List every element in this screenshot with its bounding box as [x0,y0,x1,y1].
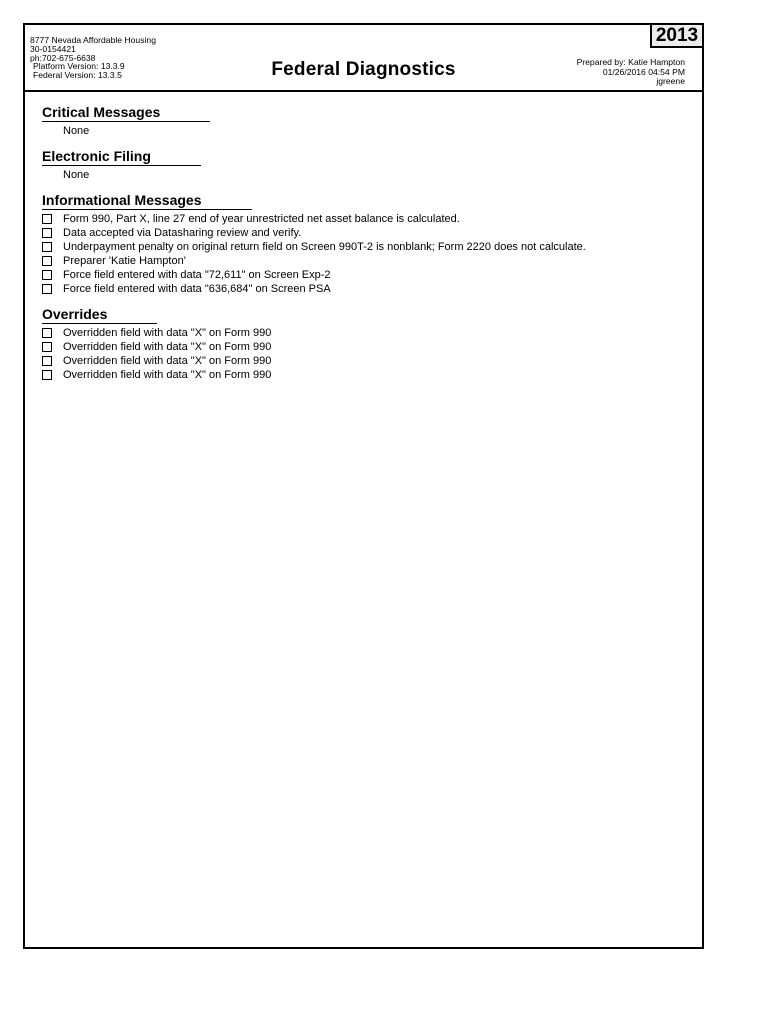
page-header [25,25,702,92]
section-overrides [42,306,586,382]
section-critical-messages [42,104,586,138]
diagnostics-content [42,104,586,392]
message-text: Force field entered with data "636,684" on Screen PSA [63,283,331,295]
override-checkbox[interactable] [42,342,52,352]
override-item [42,340,586,354]
message-text: Preparer 'Katie Hampton' [63,255,186,267]
override-text: Overridden field with data "X" on Form 990 [63,355,272,367]
message-item [42,240,586,254]
message-item [42,254,586,268]
override-checkbox[interactable] [42,356,52,366]
page-title: Federal Diagnostics [271,59,456,80]
section-title: Overrides [42,306,157,324]
message-checkbox[interactable] [42,242,52,252]
override-item [42,326,586,340]
override-text: Overridden field with data "X" on Form 990 [63,341,272,353]
federal-version: Federal Version: 13.3.5 [33,70,122,81]
section-title: Electronic Filing [42,148,201,166]
override-text: Overridden field with data "X" on Form 990 [63,369,272,381]
user-id: jgreene [656,76,685,87]
message-item [42,282,586,296]
message-item [42,226,586,240]
prepared-datetime: 01/26/2016 04:54 PM [602,66,685,77]
message-checkbox[interactable] [42,284,52,294]
message-text: Form 990, Part X, line 27 end of year unrestricted net asset balance is calculated. [63,213,460,225]
message-checkbox[interactable] [42,256,52,266]
section-title: Critical Messages [42,104,210,122]
section-title: Informational Messages [42,192,252,210]
override-item [42,354,586,368]
prepared-info [577,58,685,87]
message-item [42,212,586,226]
message-item [42,268,586,282]
message-text: Data accepted via Datasharing review and verify. [63,227,302,239]
override-checkbox[interactable] [42,328,52,338]
section-informational-messages [42,192,586,296]
section-electronic-filing [42,148,586,182]
message-text: Underpayment penalty on original return field on Screen 990T-2 is nonblank; Form 2220 does not calculate. [63,241,586,253]
message-text: Force field entered with data "72,611" on Screen Exp-2 [63,269,331,281]
firm-name: 8777 Nevada Affordable Housing [30,35,156,45]
message-checkbox[interactable] [42,214,52,224]
diagnostics-page [23,23,704,949]
platform-version: Platform Version: 13.3.9 [33,61,125,72]
tax-year-badge: 2013 [650,23,704,48]
firm-phone: ph:702-675-6638 [30,52,96,63]
override-text: Overridden field with data "X" on Form 990 [63,327,272,339]
firm-id: 30-0154421 [30,43,76,54]
message-checkbox[interactable] [42,270,52,280]
override-checkbox[interactable] [42,370,52,380]
no-items-text: None [63,125,90,137]
message-checkbox[interactable] [42,228,52,238]
no-items-text: None [63,169,90,181]
override-item [42,368,586,382]
prepared-by: Prepared by: Katie Hampton [576,57,685,67]
